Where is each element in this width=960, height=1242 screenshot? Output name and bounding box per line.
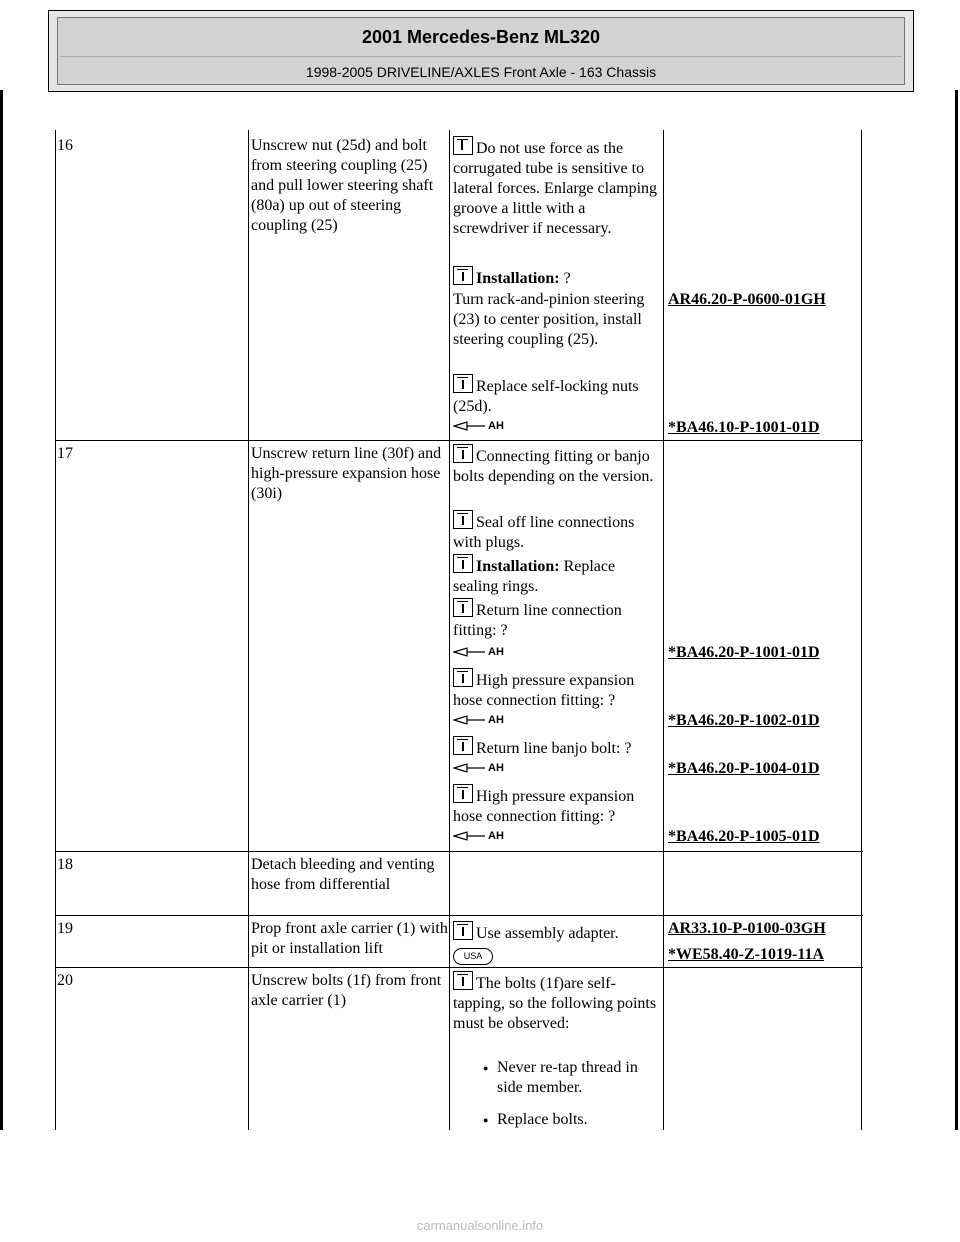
step-description: Prop front axle carrier (1) with pit or installation lift [251,920,448,957]
note-text: The bolts (1f)are self-tapping, so the following points must be observed: [453,971,663,1034]
step-number: 17 [57,445,73,462]
step-number: 16 [57,137,73,154]
row-divider [55,851,863,852]
wrench-icon: AH [453,710,504,730]
note-text: High pressure expansion hose connection fitting: ? [453,784,663,827]
wrench-icon: AH [453,416,504,436]
column-divider [248,130,249,1130]
page-border-right [955,90,958,1130]
torque-reference [453,826,663,848]
note-text: Seal off line connections with plugs. [453,510,663,553]
note-text: Return line banjo bolt: ? [453,736,663,759]
info-icon [453,554,473,573]
wrench-icon: AH [453,758,504,778]
column-divider [663,130,664,1130]
note-text: Turn rack-and-pinion steering (23) to center position, install steering coupling (25). [453,291,645,348]
note-text: Return line connection fitting: ? [453,598,663,641]
torque-reference [453,642,663,664]
column-divider [449,130,450,1130]
header-divider [60,56,902,57]
info-icon [453,598,473,617]
info-icon [453,784,473,803]
row-divider [55,440,863,441]
usa-badge-wrap [453,945,663,965]
note-text: Replace self-locking nuts (25d). [453,374,663,417]
note-text: Do not use force as the corrugated tube is sensitive to lateral forces. Enlarge clamping groove a little with a screwdriver if necessary. [453,136,663,239]
reference-link[interactable]: *WE58.40-Z-1019-11A [668,946,824,963]
bullet-list [497,1058,657,1130]
list-item: ● Never re-tap thread in side member. [497,1058,657,1098]
warning-icon [453,136,473,155]
step-description: Detach bleeding and venting hose from differential [251,856,435,893]
step-number: 19 [57,920,73,937]
torque-reference [453,758,663,780]
table-border-right [861,130,862,1130]
info-icon [453,510,473,529]
info-icon [453,736,473,755]
info-icon [453,444,473,463]
reference-link[interactable]: *BA46.20-P-1002-01D [668,712,820,729]
info-icon [453,668,473,687]
reference-link[interactable]: *BA46.10-P-1001-01D [668,419,820,436]
list-item: ● Replace bolts. [497,1110,657,1130]
step-number: 20 [57,972,73,989]
row-divider [55,967,863,968]
document-header [48,10,914,92]
page-border-left [0,90,3,1130]
note-installation: Installation: Replace sealing rings. [453,554,663,597]
info-icon [453,921,473,940]
info-icon [453,374,473,393]
info-icon [453,266,473,285]
reference-link[interactable]: *BA46.20-P-1001-01D [668,644,820,661]
reference-link[interactable]: *BA46.20-P-1004-01D [668,760,820,777]
step-number: 18 [57,856,73,873]
wrench-icon: AH [453,826,504,846]
step-description: Unscrew nut (25d) and bolt from steering coupling (25) and pull lower steering shaft (80a) up out of steering coupling (25) [251,137,434,234]
info-icon [453,971,473,990]
torque-reference [453,416,663,438]
wrench-icon: AH [453,642,504,662]
reference-link[interactable]: *BA46.20-P-1005-01D [668,828,820,845]
reference-link[interactable]: AR33.10-P-0100-03GH [668,920,826,937]
torque-reference [453,710,663,732]
document-subtitle: 1998-2005 DRIVELINE/AXLES Front Axle - 163 Chassis [305,64,657,80]
usa-badge-icon: USA [453,948,493,965]
step-description: Unscrew return line (30f) and high-pressure expansion hose (30i) [251,445,442,502]
header-panel [57,17,905,85]
note-text: Connecting fitting or banjo bolts depending on the version. [453,444,663,487]
footer-watermark: carmanualsonline.info [416,1218,544,1233]
table-border-left [55,130,56,1130]
note-installation: Installation: ? [453,266,663,289]
row-divider [55,915,863,916]
note-text: Use assembly adapter. [453,921,663,944]
step-description: Unscrew bolts (1f) from front axle carrier (1) [251,972,442,1009]
note-text: High pressure expansion hose connection fitting: ? [453,668,663,711]
reference-link[interactable]: AR46.20-P-0600-01GH [668,291,826,308]
document-title: 2001 Mercedes-Benz ML320 [361,27,601,47]
